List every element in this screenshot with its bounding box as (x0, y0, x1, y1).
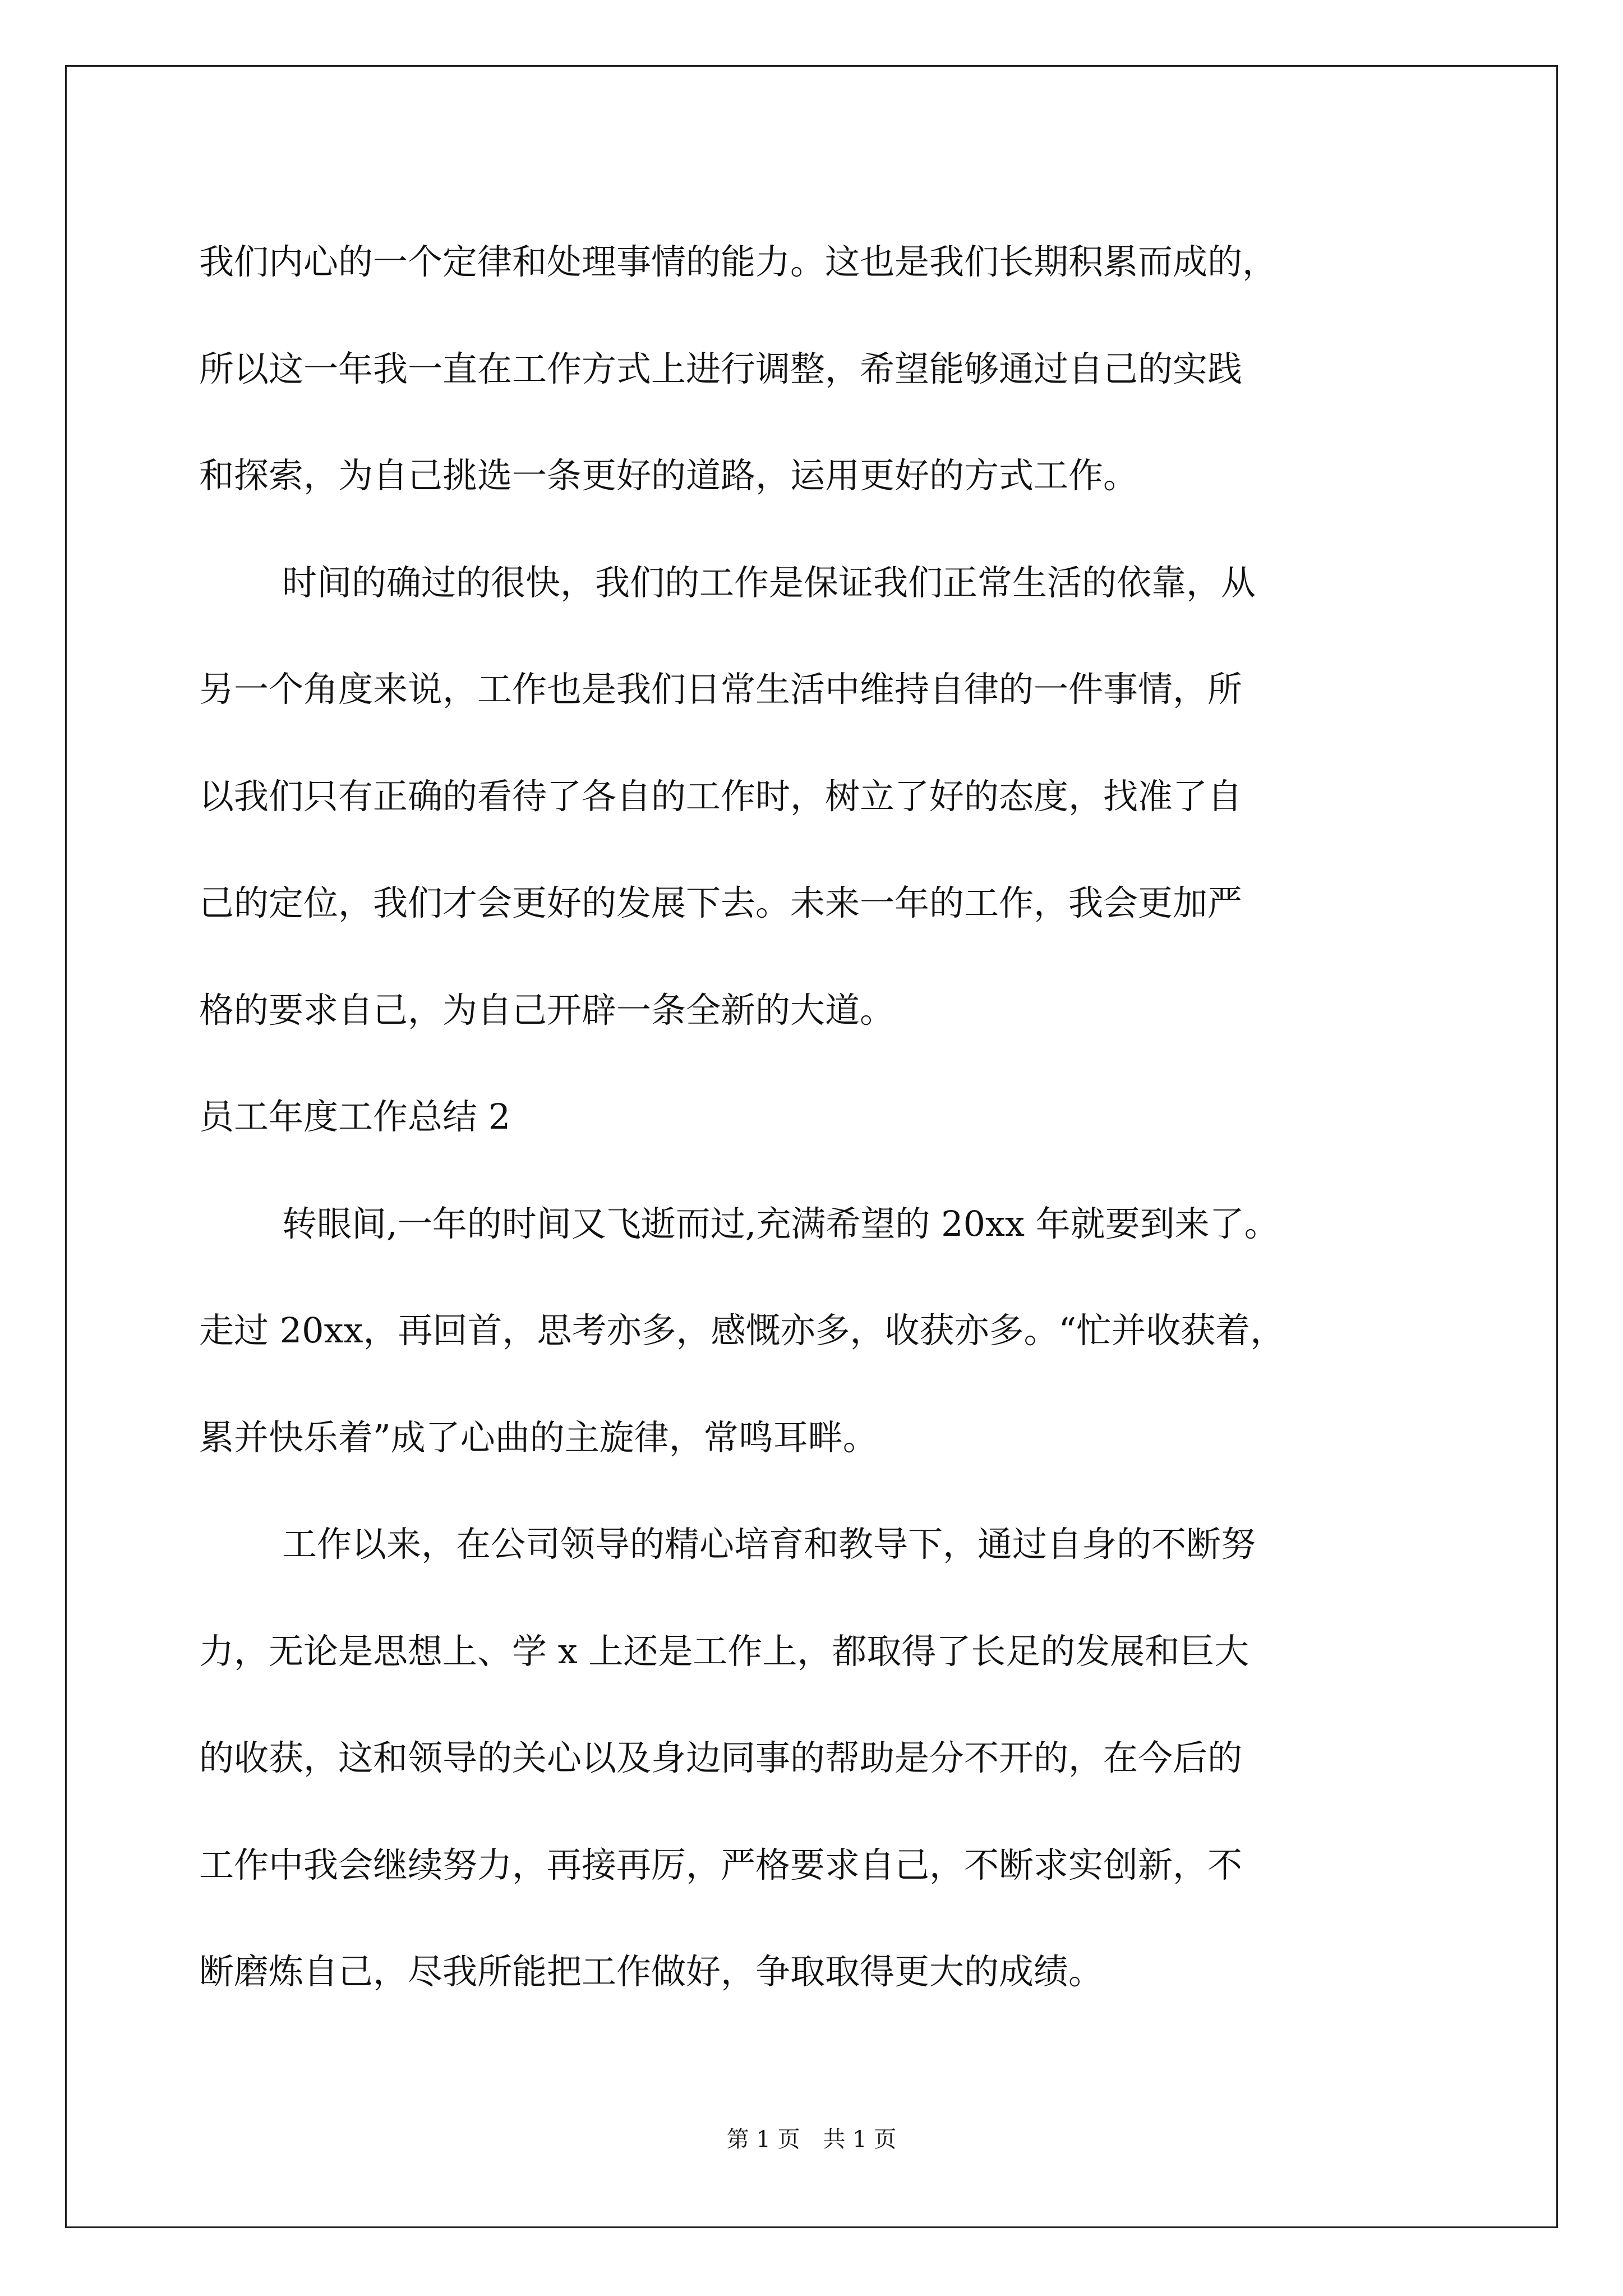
document-body (199, 209, 1430, 2026)
text-line: 另一个角度来说，工作也是我们日常生活中维持自律的一件事情，所 (199, 669, 1243, 710)
text-line: 走过 20xx，再回首，思考亦多，感慨亦多，收获亦多。“忙并收获着， (199, 1310, 1285, 1351)
text-line: 累并快乐着”成了心曲的主旋律，常鸣耳畔。 (199, 1416, 878, 1458)
text-line: 己的定位，我们才会更好的发展下去。未来一年的工作，我会更加严 (199, 882, 1243, 923)
text-line: 我们内心的一个定律和处理事情的能力。这也是我们长期积累而成的， (199, 241, 1278, 282)
text-line: 格的要求自己，为自己开辟一条全新的大道。 (199, 989, 895, 1030)
text-line: 工作以来，在公司领导的精心培育和教导下，通过自身的不断努 (282, 1524, 1256, 1565)
text-line: 工作中我会继续努力，再接再厉，严格要求自己，不断求实创新，不 (199, 1844, 1243, 1885)
page-total: 共 1 页 (823, 2127, 897, 2152)
text-line: 以我们只有正确的看待了各自的工作时，树立了好的态度，找准了自 (199, 775, 1243, 817)
text-line: 所以这一年我一直在工作方式上进行调整，希望能够通过自己的实践 (199, 348, 1243, 389)
text-line: 转眼间,一年的时间又飞逝而过,充满希望的 20xx 年就要到来了。 (282, 1203, 1279, 1244)
text-line: 断磨炼自己，尽我所能把工作做好，争取取得更大的成绩。 (199, 1951, 1104, 1992)
page-number: 第 1 页 (726, 2127, 800, 2152)
text-line: 时间的确过的很快，我们的工作是保证我们正常生活的依靠，从 (282, 562, 1256, 603)
section-heading: 员工年度工作总结 2 (199, 1096, 511, 1137)
text-line: 力，无论是思想上、学 x 上还是工作上，都取得了长足的发展和巨大 (199, 1630, 1249, 1672)
page-footer (0, 2122, 1623, 2154)
text-line: 和探索，为自己挑选一条更好的道路，运用更好的方式工作。 (199, 455, 1138, 496)
text-line: 的收获，这和领导的关心以及身边同事的帮助是分不开的，在今后的 (199, 1737, 1243, 1778)
